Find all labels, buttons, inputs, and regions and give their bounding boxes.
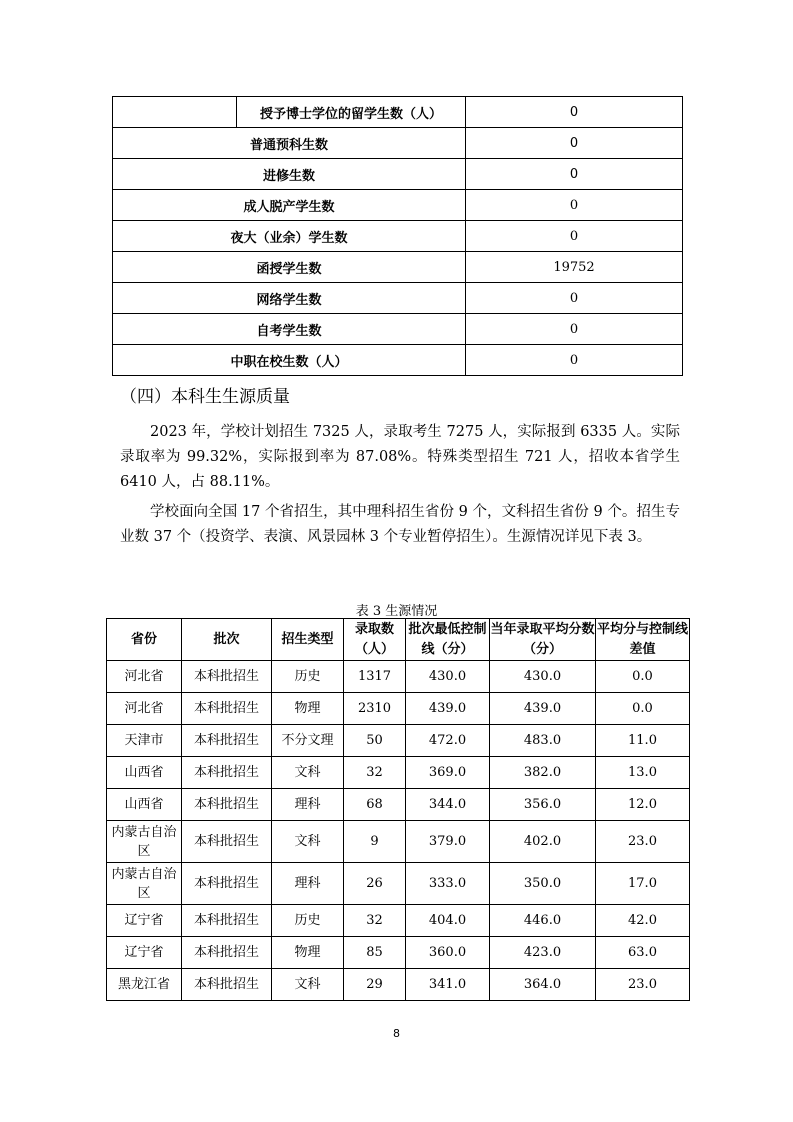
cell-min-line: 472.0 (406, 725, 490, 757)
cell-avg-score: 423.0 (490, 937, 596, 969)
cell-province: 辽宁省 (107, 905, 182, 937)
cell-min-line: 439.0 (406, 693, 490, 725)
student-stats-table (112, 96, 683, 376)
cell-avg-score: 356.0 (490, 789, 596, 821)
column-header: 批次最低控制线（分） (406, 619, 490, 661)
cell-type: 历史 (272, 661, 344, 693)
cell-admitted: 1317 (344, 661, 406, 693)
stats-value: 0 (466, 314, 683, 345)
cell-batch: 本科批招生 (182, 757, 272, 789)
table-row (113, 190, 683, 221)
cell-admitted: 9 (344, 821, 406, 863)
cell-admitted: 2310 (344, 693, 406, 725)
stats-value: 0 (466, 159, 683, 190)
cell-type: 文科 (272, 969, 344, 1001)
cell-type: 物理 (272, 937, 344, 969)
cell-diff: 13.0 (596, 757, 690, 789)
cell-province: 河北省 (107, 661, 182, 693)
cell-avg-score: 364.0 (490, 969, 596, 1001)
cell-diff: 42.0 (596, 905, 690, 937)
stats-label: 函授学生数 (113, 252, 466, 283)
cell-min-line: 344.0 (406, 789, 490, 821)
stats-label: 中职在校生数（人） (113, 345, 466, 376)
table-row (107, 789, 690, 821)
cell-type: 理科 (272, 863, 344, 905)
stats-label: 自考学生数 (113, 314, 466, 345)
table-row (113, 345, 683, 376)
cell-batch: 本科批招生 (182, 937, 272, 969)
cell-admitted: 32 (344, 757, 406, 789)
cell-diff: 63.0 (596, 937, 690, 969)
table-row (107, 937, 690, 969)
paragraph-enrollment: 2023 年，学校计划招生 7325 人，录取考生 7275 人，实际报到 6335 人。实际录取率为 99.32%，实际报到率为 87.08%。特殊类型招生 721 人，招收本省学生 6410 人，占 88.11%。 (120, 424, 680, 490)
stats-value: 0 (466, 97, 683, 128)
cell-province: 黑龙江省 (107, 969, 182, 1001)
cell-admitted: 29 (344, 969, 406, 1001)
stats-value: 0 (466, 345, 683, 376)
cell-province: 辽宁省 (107, 937, 182, 969)
admissions-table (106, 618, 690, 1001)
table-row (113, 97, 683, 128)
table-row (107, 725, 690, 757)
stats-value: 0 (466, 283, 683, 314)
stats-label: 授予博士学位的留学生数（人） (237, 97, 466, 128)
stats-value: 0 (466, 128, 683, 159)
stats-value: 0 (466, 190, 683, 221)
table-caption: 表 3 生源情况 (355, 604, 438, 619)
cell-admitted: 85 (344, 937, 406, 969)
cell-admitted: 68 (344, 789, 406, 821)
cell-batch: 本科批招生 (182, 725, 272, 757)
table-row (113, 159, 683, 190)
column-header: 平均分与控制线差值 (596, 619, 690, 661)
paragraph-provinces: 学校面向全国 17 个省招生，其中理科招生省份 9 个，文科招生省份 9 个。招生专业数 37 个（投资学、表演、风景园林 3 个专业暂停招生）。生源情况详见下表 3。 (120, 504, 680, 545)
cell-diff: 17.0 (596, 863, 690, 905)
cell-province: 河北省 (107, 693, 182, 725)
cell-type: 不分文理 (272, 725, 344, 757)
table-row (107, 863, 690, 905)
cell-diff: 0.0 (596, 661, 690, 693)
column-header: 当年录取平均分数（分） (490, 619, 596, 661)
stats-value: 19752 (466, 252, 683, 283)
cell-province: 天津市 (107, 725, 182, 757)
stats-label: 成人脱产学生数 (113, 190, 466, 221)
column-header: 批次 (182, 619, 272, 661)
table-row (107, 969, 690, 1001)
cell-avg-score: 402.0 (490, 821, 596, 863)
cell-avg-score: 382.0 (490, 757, 596, 789)
stats-label: 普通预科生数 (113, 128, 466, 159)
column-header: 招生类型 (272, 619, 344, 661)
cell-type: 物理 (272, 693, 344, 725)
cell-min-line: 430.0 (406, 661, 490, 693)
cell-min-line: 333.0 (406, 863, 490, 905)
cell-avg-score: 446.0 (490, 905, 596, 937)
cell-province: 山西省 (107, 789, 182, 821)
cell-avg-score: 430.0 (490, 661, 596, 693)
table-header-row (107, 619, 690, 661)
stats-label: 进修生数 (113, 159, 466, 190)
column-header: 录取数（人） (344, 619, 406, 661)
table-row (107, 757, 690, 789)
table-row (107, 661, 690, 693)
cell-type: 理科 (272, 789, 344, 821)
table-row (113, 283, 683, 314)
cell-batch: 本科批招生 (182, 693, 272, 725)
table-row (113, 314, 683, 345)
table-row (113, 221, 683, 252)
stats-label: 网络学生数 (113, 283, 466, 314)
cell-min-line: 360.0 (406, 937, 490, 969)
cell-admitted: 26 (344, 863, 406, 905)
cell-min-line: 341.0 (406, 969, 490, 1001)
cell-avg-score: 483.0 (490, 725, 596, 757)
cell-avg-score: 439.0 (490, 693, 596, 725)
cell-batch: 本科批招生 (182, 789, 272, 821)
cell-province: 山西省 (107, 757, 182, 789)
cell-batch: 本科批招生 (182, 905, 272, 937)
cell-diff: 12.0 (596, 789, 690, 821)
cell-batch: 本科批招生 (182, 661, 272, 693)
stats-value: 0 (466, 221, 683, 252)
cell-type: 历史 (272, 905, 344, 937)
cell-diff: 23.0 (596, 969, 690, 1001)
table-row (107, 693, 690, 725)
table-row (107, 905, 690, 937)
cell-batch: 本科批招生 (182, 863, 272, 905)
cell-diff: 11.0 (596, 725, 690, 757)
cell-type: 文科 (272, 821, 344, 863)
column-header: 省份 (107, 619, 182, 661)
table-row (113, 128, 683, 159)
cell-admitted: 50 (344, 725, 406, 757)
cell-avg-score: 350.0 (490, 863, 596, 905)
table-row (107, 821, 690, 863)
page-number: 8 (393, 1027, 400, 1040)
cell-diff: 0.0 (596, 693, 690, 725)
cell-province: 内蒙古自治区 (107, 821, 182, 863)
cell-type: 文科 (272, 757, 344, 789)
stats-label: 夜大（业余）学生数 (113, 221, 466, 252)
cell-min-line: 404.0 (406, 905, 490, 937)
cell-province: 内蒙古自治区 (107, 863, 182, 905)
cell-admitted: 32 (344, 905, 406, 937)
cell-batch: 本科批招生 (182, 969, 272, 1001)
cell-diff: 23.0 (596, 821, 690, 863)
table-row (113, 252, 683, 283)
cell-min-line: 369.0 (406, 757, 490, 789)
empty-cell (113, 97, 237, 128)
cell-batch: 本科批招生 (182, 821, 272, 863)
section-heading: （四）本科生生源质量 (120, 387, 290, 407)
cell-min-line: 379.0 (406, 821, 490, 863)
